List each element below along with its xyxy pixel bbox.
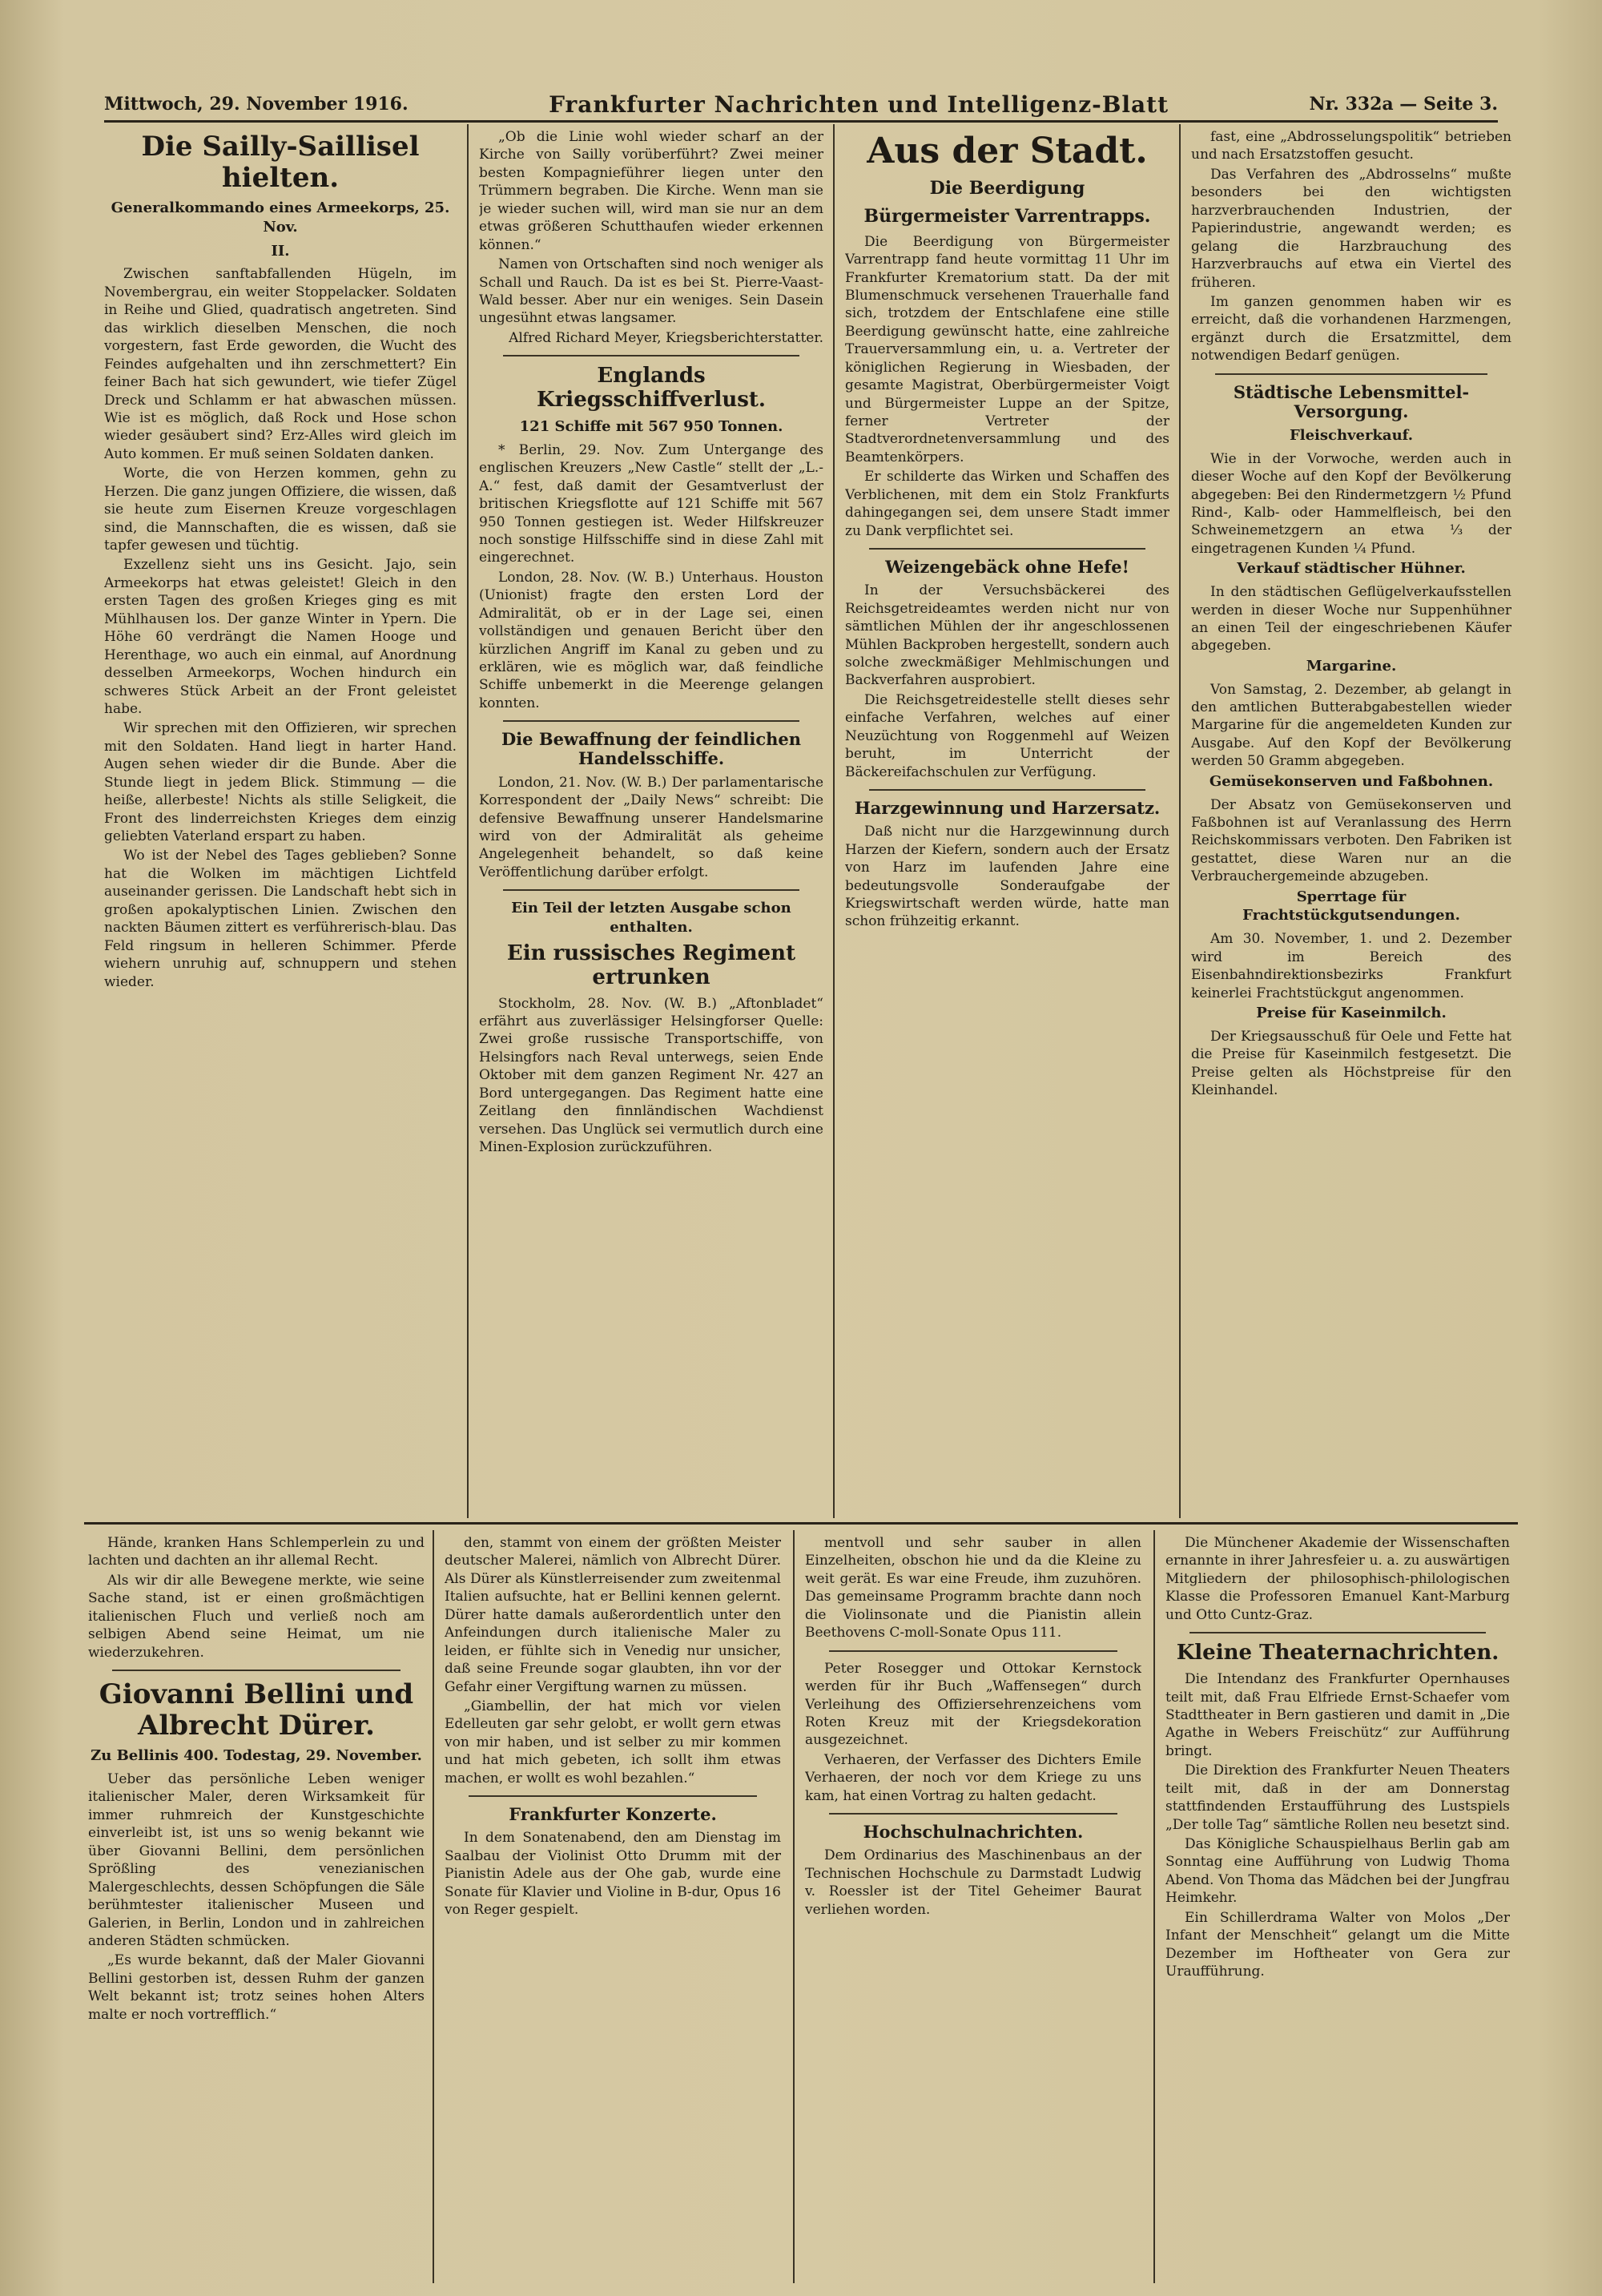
paragraph: Daß nicht nur die Harzgewinnung durch Harzen der Kiefern, sondern auch der Ersatz von Harz im laufenden Jahre eine bedeutungsvolle Sonderaufgabe der Kriegswirtschaft werden würde, hatte man schon frühzeitig erkannt. [845,824,1169,930]
article-dateline: Generalkommando eines Armeekorps, 25. Nov. [111,199,450,236]
article-headline: Giovanni Bellini und Albrecht Dürer. [99,1678,414,1742]
paragraph: In dem Sonatenabend, den am Dienstag im Saalbau der Violinist Otto Drumm mit der Pianistin Adele aus der Ohe gab, wurde eine Sonate für Klavier und Violine in B-dur, Opus 16 von Reger gespielt. [445,1830,781,1919]
paragraph: Die Münchener Akademie der Wissenschaften ernannte in ihrer Jahresfeier u. a. zu auswärtigen Mitgliedern der philosophisch-philologischen Klasse die Professoren Emanuel Kant-Marburg und Otto Cuntz-Graz. [1165,1535,1510,1623]
subsection-heading: Margarine. [1306,657,1397,675]
paragraph: den, stammt von einem der größten Meister deutscher Malerei, nämlich von Albrecht Dürer. Als Dürer als Künstlerreisender zum zweitenmal Italien aufsuchte, hat er Bellini kennen gelernt. Dürer hatte damals außerordentlich unter den Anfeindungen durch italienische Maler zu leiden, er fühlte sich in Venedig nur unsicher, daß seine Freunde sogar glaubten, ihn vor der Gefahr einer Vergiftung warnen zu müssen. [445,1535,781,1695]
article-subheadline: 121 Schiffe mit 567 950 Tonnen. [519,418,783,436]
subsection-heading: Fleischverkauf. [1289,426,1414,444]
paragraph: * Berlin, 29. Nov. Zum Untergange des englischen Kreuzers „New Castle“ stellt der „L.-A.“ fest, daß damit der Gesamtverlust der britischen Kriegsflotte auf 121 Schiffe mit 567 950 Tonnen gestiegen ist. Weder Hilfskreuzer noch sonstige Hilfsschiffe sind in diese Zahl mit eingerechnet. [479,441,823,566]
divider [1189,1632,1486,1633]
paragraph: Der Absatz von Gemüsekonserven und Faßbohnen ist auf Veranlassung des Herrn Reichskommissars verboten. Den Fabriken ist gestattet, diese Waren nur an die Verbrauchergemeinde abzugeben. [1191,796,1511,885]
paragraph: Worte, die von Herzen kommen, gehn zu Herzen. Die ganz jungen Offiziere, die wissen, daß sie heute zum Eisernen Kreuze vorgeschlagen sind, die Mannschaften, die es wissen, daß sie tapfer gewesen und tüchtig. [104,465,457,554]
paragraph: mentvoll und sehr sauber in allen Einzelheiten, obschon hie und da die Kleine zu weit gerät. Es war eine Freude, ihm zuzuhören. Das gemeinsame Programm brachte dann noch die Violinsonate und die Pianistin allein Beethovens C-moll-Sonate Opus 111. [805,1535,1141,1641]
divider [829,1650,1117,1652]
paragraph: Das Verfahren des „Abdrosselns“ mußte besonders bei den wichtigsten harzverbrauchenden Industrien, der Papierindustrie, angewandt werden; es gelang die Harzbrauchung des Harzverbrauchs auf etwa ein Viertel des früheren. [1191,166,1511,291]
article-subheadline: Zu Bellinis 400. Todestag, 29. November. [91,1747,422,1765]
divider [503,355,799,356]
article-headline: Weizengebäck ohne Hefe! [885,557,1129,578]
paragraph: London, 21. Nov. (W. B.) Der parlamentarische Korrespondent der „Daily News“ schreibt: Die defensive Bewaffnung unserer Handelsmarine wird von der Admiralität als geheime Angelegenheit behandelt, so daß keine Veröffentlichung darüber erfolgt. [479,774,823,880]
paragraph: „Es wurde bekannt, daß der Maler Giovanni Bellini gestorben ist, dessen Ruhm der ganzen Welt bekannt ist; trotz seines hohen Alters malte er noch vortrefflich.“ [88,1952,425,2023]
paragraph: Dem Ordinarius des Maschinenbaus an der Technischen Hochschule zu Darmstadt Ludwig v. Roessler ist der Titel Geheimer Baurat verliehen worden. [805,1847,1141,1918]
paragraph: Ueber das persönliche Leben weniger italienischer Maler, deren Wirksamkeit für immer ruhmreich der Kunstgeschichte einverleibt ist, ist uns so wenig bekannt wie über Giovanni Bellini, dem persönlichen Sprößling des venezianischen Malergeschlechts, dessen Schöpfungen die Säle berühmtester italienischer Museen und Galerien, in Berlin, London und in zahlreichen anderen Städten schmücken. [88,1771,425,1949]
issue-page-number: Nr. 332a — Seite 3. [1309,94,1498,115]
paragraph: Die Reichsgetreidestelle stellt dieses sehr einfache Verfahren, welches auf einer Neuzüchtung von Roggenmehl auf Weizen beruht, im Unterricht der Bäckereifachschulen zur Verfügung. [845,691,1169,780]
divider [503,720,799,722]
subsection-heading: Gemüsekonserven und Faßbohnen. [1209,772,1494,790]
section-divider [84,1522,1518,1525]
paragraph: Im ganzen genommen haben wir es erreicht, daß die vorhandenen Harzmengen, ergänzt durch die Ersatzmittel, dem notwendigen Bedarf genügen. [1191,293,1511,365]
lower-column-1 [88,1534,425,2271]
paragraph: Hände, kranken Hans Schlemperlein zu und lachten und dachten an ihr allemal Recht. [88,1535,425,1569]
article-section-number: II. [271,242,290,260]
paragraph: Namen von Ortschaften sind noch weniger als Schall und Rauch. Da ist es bei St. Pierre-Vaast-Wald besser. Aber nur ein weniges. Sein Dasein ungesühnt etwas langsamer. [479,256,823,327]
article-headline: Frankfurter Konzerte. [509,1804,717,1825]
paragraph: Die Intendanz des Frankfurter Opernhauses teilt mit, daß Frau Elfriede Ernst-Schaefer vom Stadttheater in Bern gastieren und damit in „Die Agathe in Webers Freischütz“ zur Aufführung bringt. [1165,1671,1510,1759]
paragraph: Die Beerdigung von Bürgermeister Varrentrapp fand heute vormittag 11 Uhr im Frankfurter Krematorium statt. Da der mit Blumenschmuck versehenen Trauerhalle fand sich, trotzdem der Entschlafene eine stille Beerdigung gewünscht hatte, eine zahlreiche Trauerversammlung ein, u. a. Vertreter der königlichen Regierung in Wiesbaden, der gesamte Magistrat, Oberbürgermeister Voigt und Bürgermeister Luppe an der Spitze, ferner Vertreter der Stadtverordnetenversammlung und des Beamtenkörpers. [845,233,1169,465]
paragraph: In den städtischen Geflügelverkaufsstellen werden in dieser Woche nur Suppenhühner an einen Teil der eingeschriebenen Käufer abgegeben. [1191,584,1511,655]
lower-column-4 [1165,1534,1510,2271]
paragraph: Die Direktion des Frankfurter Neuen Theaters teilt mit, daß in der am Donnerstag stattfindenden Erstaufführung des Lustspiels „Der tolle Tag“ sämtliche Rollen neu besetzt sind. [1165,1762,1510,1833]
column-1 [104,128,457,1514]
article-headline: Städtische Lebensmittel-Versorgung. [1233,381,1470,421]
column-2 [479,128,823,1514]
paragraph: Exzellenz sieht uns ins Gesicht. Jajo, sein Armeekorps hat etwas geleistet! Gleich in den ersten Tagen des großen Krieges ging es mit Mühlhausen los. Der ganze Winter in Ypern. Die Höhe 60 verdrängt die Namen Hooge und Herenthage, wo auch ein einmal, auf Anordnung desselben Armeekorps, Wochen hindurch ein schweres Stück Arbeit an der Front geleistet habe. [104,557,457,717]
column-divider [1153,1530,1155,2283]
paragraph: London, 28. Nov. (W. B.) Unterhaus. Houston (Unionist) fragte den ersten Lord der Admiralität, ob er in der Lage sei, einen vollständigen und genauen Bericht über den kürzlichen Angriff im Kanal zu geben und zu erklären, wie es möglich war, daß feindliche Schiffe unbemerkt in die Meerenge gelangen konnten. [479,569,823,711]
article-headline: Die Bewaffnung der feindlichen Handelsschiffe. [501,729,802,769]
paragraph: Wir sprechen mit den Offizieren, wir sprechen mit den Soldaten. Hand liegt in harter Hand. Augen sehen wieder dir die Bunde. Aber die Stunde liegt in jedem Blick. Stimmung — die heiße, allerbeste! Nichts als stille Seligkeit, die Front des linderreichsten Krieges dem einzig geliebten Vaterland erspart zu haben. [104,720,457,844]
paragraph: Verhaeren, der Verfasser des Dichters Emile Verhaeren, der noch vor dem Kriege zu uns kam, hat einen Vortrag zu halten gedacht. [805,1751,1141,1804]
paragraph: Stockholm, 28. Nov. (W. B.) „Aftonbladet“ erfährt aus zuverlässiger Helsingforser Quelle: Zwei große russische Transportschiffe, von Helsingfors nach Reval unterwegs, seien Ende Oktober mit dem ganzen Regiment Nr. 427 an Bord untergegangen. Das Regiment hatte eine Zeitlang den finnländischen Wachdienst versehen. Das Unglück sei vermutlich durch eine Minen-Explosion zurückzuführen. [479,995,823,1156]
section-headline: Aus der Stadt. [867,131,1148,171]
lower-column-3 [805,1534,1141,2271]
subsection-heading: Sperrtage für Frachtstückgutsendungen. [1242,888,1460,924]
divider [869,548,1145,550]
divider [829,1813,1117,1815]
article-headline: Englands Kriegsschiffverlust. [537,364,766,413]
issue-date: Mittwoch, 29. November 1916. [104,94,409,115]
subsection-heading: Verkauf städtischer Hühner. [1237,560,1466,578]
paragraph: Zwischen sanftabfallenden Hügeln, im Novembergrau, ein weiter Stoppelacker. Soldaten in Reihe und Glied, quadratisch angetreten. Sind das wirklich dieselben Menschen, die noch vorgestern, fast Erde geworden, die Wucht des Feindes aufgehalten und ihn zerschmettert? Ein feiner Bach hat sich gewundert, wie tiefer Zügel Dreck und Schlamm er hat abwaschen müssen. Wie ist es möglich, daß Rock und Hose schon wieder gesäubert sind? Erz-Alles wird gleich im Auto kommen. Er muß seinen Soldaten danken. [104,266,457,462]
column-divider [793,1530,795,2283]
divider [1215,373,1487,375]
article-headline: Hochschulnachrichten. [863,1822,1084,1843]
paragraph: „Ob die Linie wohl wieder scharf an der Kirche von Sailly vorüberführt? Zwei meiner besten Kompagnieführer liegen unter den Trümmern begraben. Die Kirche. Wenn man sie je wieder suchen will, wird man sie nur an dem etwas größeren Schutthaufen wieder erkennen können.“ [479,129,823,253]
paragraph: Peter Rosegger und Ottokar Kernstock werden für ihr Buch „Waffensegen“ durch Verleihung des Offiziersehrenzeichens vom Roten Kreuz mit der Kriegsdekoration ausgezeichnet. [805,1660,1141,1749]
article-headline: Die Beerdigung [929,177,1085,199]
edition-notice: Ein Teil der letzten Ausgabe schon enthalten. [511,900,791,936]
paragraph: Als wir dir alle Bewegene merkte, wie seine Sache stand, ist er einen großmächtigen italienischen Fluch und verließ noch am selbigen Abend seine Heimat, um nie wiederzukehren. [88,1572,425,1661]
newspaper-title: Frankfurter Nachrichten und Intelligenz-Blatt [549,91,1169,118]
paragraph: „Giambellin, der hat mich vor vielen Edelleuten gar sehr gelobt, er wollt gern etwas von mir haben, und ist selber zu mir kommen und hat mich gebeten, ich sollt ihm etwas machen, er wollt es wohl bezahlen.“ [445,1698,781,1786]
column-divider [467,124,469,1518]
divider [112,1670,400,1671]
paragraph: Ein Schillerdrama Walter von Molos „Der Infant der Menschheit“ gelangt um die Mitte Dezember im Hoftheater von Gera zur Uraufführung. [1165,1909,1510,1980]
paragraph: Er schilderte das Wirken und Schaffen des Verblichenen, mit dem ein Stolz Frankfurts dahingegangen sei, dem unsere Stadt immer zu Dank verpflichtet sei. [845,469,1169,539]
paragraph: Wie in der Vorwoche, werden auch in dieser Woche auf den Kopf der Bevölkerung abgegeben: Bei den Rindermetzgern ½ Pfund Rind-, Kalb- oder Hammelfleisch, bei den Schweinemetzgern an etwa ⅓ der eingetragenen Kunden ¼ Pfund. [1191,450,1511,557]
column-3 [845,128,1169,1514]
paragraph: Von Samstag, 2. Dezember, ab gelangt in den amtlichen Butterabgabestellen wieder Margarine für die angemeldeten Kunden zur Ausgabe. Auf den Kopf der Bevölkerung werden 50 Gramm abgegeben. [1191,681,1511,770]
paragraph: Wo ist der Nebel des Tages geblieben? Sonne hat die Wolken im mächtigen Lichtfeld auseinander gerissen. Die Landschaft hebt sich in großen apokalyptischen Linien. Zwischen den nackten Bäumen zittert es verführerisch-blau. Das Feld ringsum in helleren Schimmer. Pferde wiehern unruhig auf, schnuppern und stehen wieder. [104,848,457,990]
article-headline: Harzgewinnung und Harzersatz. [854,798,1161,819]
subsection-heading: Preise für Kaseinmilch. [1256,1004,1447,1021]
paragraph: Das Königliche Schauspielhaus Berlin gab am Sonntag eine Aufführung von Ludwig Thoma Abend. Von Thoma das Mädchen bei der Jungfrau Heimkehr. [1165,1836,1510,1907]
paragraph: Am 30. November, 1. und 2. Dezember wird im Bereich des Eisenbahndirektionsbezirks Frankfurt keinerlei Frachtstückgut angenommen. [1191,931,1511,1001]
column-4 [1191,128,1511,1514]
author-signature: Alfred Richard Meyer, Kriegsberichterstatter. [509,329,823,346]
article-headline: Kleine Theaternachrichten. [1176,1641,1499,1666]
divider [869,789,1145,791]
divider [503,889,799,891]
paragraph: Der Kriegsausschuß für Oele und Fette hat die Preise für Kaseinmilch festgesetzt. Die Preise gelten als Höchstpreise für den Kleinhandel. [1191,1028,1511,1099]
article-headline: Die Sailly-Saillisel hielten. [141,131,420,195]
paragraph: In der Versuchsbäckerei des Reichsgetreideamtes werden nicht nur von sämtlichen Mühlen der ihr angeschlossenen Mühlen Backproben hergestellt, sondern auch solche zweckmäßiger Mehlmischungen und Backverfahren ausprobiert. [845,582,1169,689]
column-divider [433,1530,434,2283]
column-divider [833,124,835,1518]
article-headline: Ein russisches Regiment ertrunken [506,941,796,989]
masthead [104,88,1498,123]
article-subheadline: Bürgermeister Varrentrapps. [863,205,1151,227]
lower-column-2 [445,1534,781,2271]
paragraph: fast, eine „Abdrosselungspolitik“ betrieben und nach Ersatzstoffen gesucht. [1191,129,1511,163]
divider [469,1795,757,1797]
column-divider [1179,124,1181,1518]
